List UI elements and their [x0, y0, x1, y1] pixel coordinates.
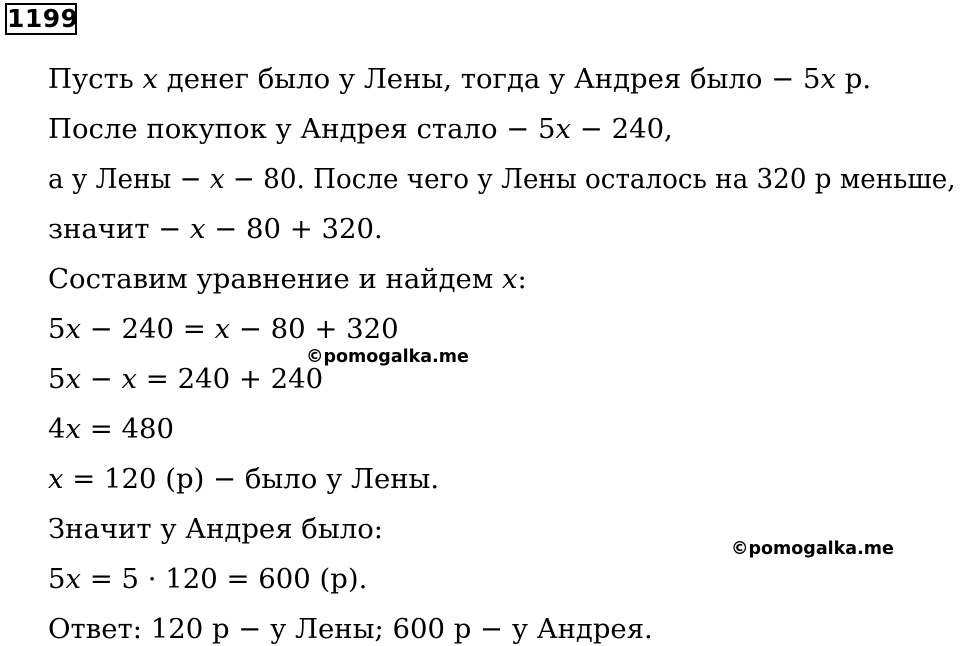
text-segment: Ответ: 120 р − у Лены; 600 р − у Андрея. [48, 613, 653, 645]
text-segment: а у Лены − [48, 163, 210, 195]
text-segment: − 80 + 320. [205, 213, 383, 245]
variable-x: x [142, 63, 159, 95]
text-segment: 4 [48, 413, 66, 445]
text-segment: денег было у Лены, тогда у Андрея было − 5 [158, 63, 821, 95]
watermark: ©pomogalka.me [306, 347, 469, 367]
problem-number: 1199 [7, 4, 79, 33]
text-segment: − [81, 363, 122, 395]
text-segment: = 480 [81, 413, 175, 445]
text-segment: 5 [48, 313, 66, 345]
solution-line-5 [48, 262, 527, 296]
text-segment: Значит у Андрея было: [48, 513, 384, 545]
text-segment: − 80. После чего у Лены осталось на 320 р меньше, [224, 163, 956, 195]
answer-line [48, 612, 653, 646]
variable-x: x [48, 463, 64, 495]
text-segment: = 5 · 120 = 600 (р). [81, 563, 368, 595]
variable-x: x [65, 563, 82, 595]
text-segment: 5 [48, 563, 66, 595]
variable-x: x [121, 363, 138, 395]
text-segment: 5 [48, 363, 66, 395]
text-segment: : [517, 263, 527, 295]
text-segment: Составим уравнение и найдем [48, 263, 502, 295]
solution-line-3 [48, 162, 956, 196]
solution-line-4 [48, 212, 383, 246]
text-segment: − 240, [571, 113, 673, 145]
text-segment: = 240 + 240 [137, 363, 324, 395]
variable-x: x [555, 113, 572, 145]
equation-line-2 [48, 362, 323, 396]
equation-line-4 [48, 462, 439, 496]
variable-x: x [209, 163, 225, 195]
equation-line-5 [48, 562, 367, 596]
text-segment: значит − [48, 213, 190, 245]
solution-line-2 [48, 112, 673, 146]
variable-x: x [214, 313, 231, 345]
equation-line-1 [48, 312, 399, 346]
text-segment: р. [836, 63, 872, 95]
variable-x: x [501, 263, 518, 295]
text-segment: − 80 + 320 [230, 313, 399, 345]
text-segment: − 240 = [81, 313, 215, 345]
equation-line-3 [48, 412, 174, 446]
text-segment: = 120 (р) − было у Лены. [63, 463, 440, 495]
variable-x: x [65, 413, 82, 445]
solution-line-1 [48, 62, 871, 96]
variable-x: x [820, 63, 837, 95]
variable-x: x [65, 363, 82, 395]
watermark: ©pomogalka.me [731, 539, 894, 559]
variable-x: x [65, 313, 82, 345]
variable-x: x [189, 213, 206, 245]
text-segment: Пусть [48, 63, 143, 95]
solution-line-6 [48, 512, 383, 546]
text-segment: После покупок у Андрея стало − 5 [48, 113, 556, 145]
